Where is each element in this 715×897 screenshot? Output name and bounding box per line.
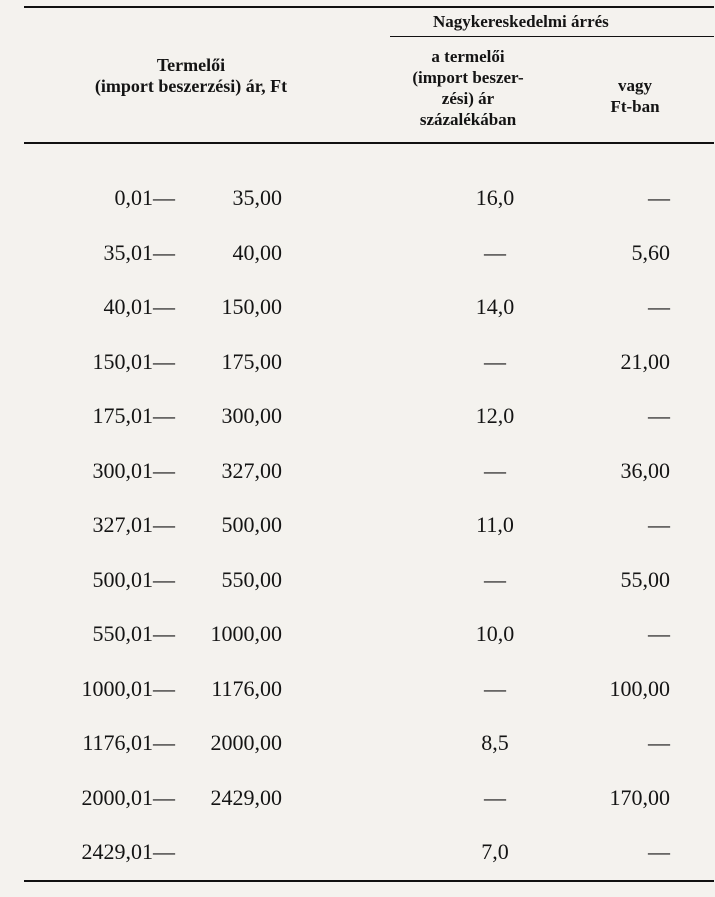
price-to-cell: 2429,00 [210, 784, 282, 810]
table-row [0, 403, 715, 443]
margin-forint-cell: — [648, 621, 670, 646]
margin-forint-cell: — [648, 294, 670, 319]
table-row [0, 567, 715, 607]
table-row [0, 730, 715, 770]
price-to-cell: 550,00 [221, 566, 282, 592]
price-to-cell: 150,00 [221, 294, 282, 319]
table-row [0, 839, 715, 879]
header-forint [590, 75, 680, 117]
margin-forint-cell: — [648, 730, 670, 755]
price-to-cell: 2000,00 [210, 730, 282, 755]
price-to-cell: 500,00 [221, 512, 282, 537]
price-to-cell: 35,00 [232, 185, 282, 210]
table-row [0, 785, 715, 825]
margin-forint-cell: — [648, 512, 670, 537]
margin-forint-cell: 100,00 [609, 675, 670, 701]
header-producer-price-line: (import beszerzési) ár, Ft [94, 76, 288, 96]
table-row [0, 185, 715, 225]
margin-percent-cell: — [484, 675, 506, 701]
header-span-rule [390, 36, 714, 37]
price-to-cell: 1000,00 [210, 621, 282, 646]
header-wholesale-margin: Nagykereskedelmi árrés [433, 12, 609, 31]
price-from-cell: 0,01— [114, 185, 175, 210]
price-from-cell: 175,01— [92, 403, 175, 428]
table-row [0, 240, 715, 280]
price-to-cell: 327,00 [221, 457, 282, 483]
margin-percent-cell: 14,0 [475, 294, 515, 319]
margin-percent-cell: — [484, 566, 506, 592]
price-from-cell: 150,01— [92, 348, 175, 374]
table-row [0, 676, 715, 716]
price-from-cell: 2429,01— [81, 839, 175, 864]
margin-forint-cell: 5,60 [631, 239, 670, 265]
price-from-cell: 35,01— [103, 239, 175, 265]
header-forint-line: vagy [618, 76, 652, 95]
price-to-cell: 300,00 [221, 403, 282, 428]
price-from-cell: 2000,01— [81, 784, 175, 810]
header-rule [24, 142, 714, 144]
header-forint-line: Ft-ban [610, 97, 660, 116]
margin-forint-cell: 55,00 [620, 566, 670, 592]
price-to-cell: 175,00 [221, 348, 282, 374]
top-rule [24, 6, 714, 8]
margin-forint-cell: 36,00 [620, 457, 670, 483]
margin-percent-cell: — [484, 784, 506, 810]
margin-forint-cell: — [648, 839, 670, 864]
header-producer-price-line: Termelői [156, 55, 226, 75]
table-row [0, 294, 715, 334]
price-from-cell: 1000,01— [81, 675, 175, 701]
margin-percent-cell: 7,0 [481, 839, 509, 864]
header-producer-price [60, 55, 322, 97]
margin-percent-cell: — [484, 348, 506, 374]
bottom-rule [24, 880, 714, 882]
price-to-cell: 1176,00 [211, 675, 282, 701]
margin-forint-cell: — [648, 403, 670, 428]
margin-percent-cell: 16,0 [475, 185, 515, 210]
table-row [0, 349, 715, 389]
price-from-cell: 40,01— [103, 294, 175, 319]
header-percentage-line: százalékában [419, 110, 517, 129]
header-percentage-line: zési) ár [441, 89, 495, 108]
price-from-cell: 327,01— [92, 512, 175, 537]
margin-forint-cell: 21,00 [620, 348, 670, 374]
price-from-cell: 300,01— [92, 457, 175, 483]
header-percentage [388, 46, 548, 130]
margin-percent-cell: — [484, 457, 506, 483]
margin-forint-cell: 170,00 [609, 784, 670, 810]
margin-percent-cell: 11,0 [476, 512, 514, 537]
margin-percent-cell: 12,0 [475, 403, 515, 428]
table-row [0, 512, 715, 552]
price-from-cell: 500,01— [92, 566, 175, 592]
margin-percent-cell: 8,5 [481, 730, 509, 755]
table-row [0, 458, 715, 498]
header-percentage-line: (import beszer- [412, 68, 524, 87]
margin-forint-cell: — [648, 185, 670, 210]
table-row [0, 621, 715, 661]
price-to-cell: 40,00 [232, 239, 282, 265]
price-from-cell: 1176,01— [82, 730, 175, 755]
margin-percent-cell: 10,0 [475, 621, 515, 646]
header-percentage-line: a termelői [431, 47, 505, 66]
price-from-cell: 550,01— [92, 621, 175, 646]
margin-percent-cell: — [484, 239, 506, 265]
